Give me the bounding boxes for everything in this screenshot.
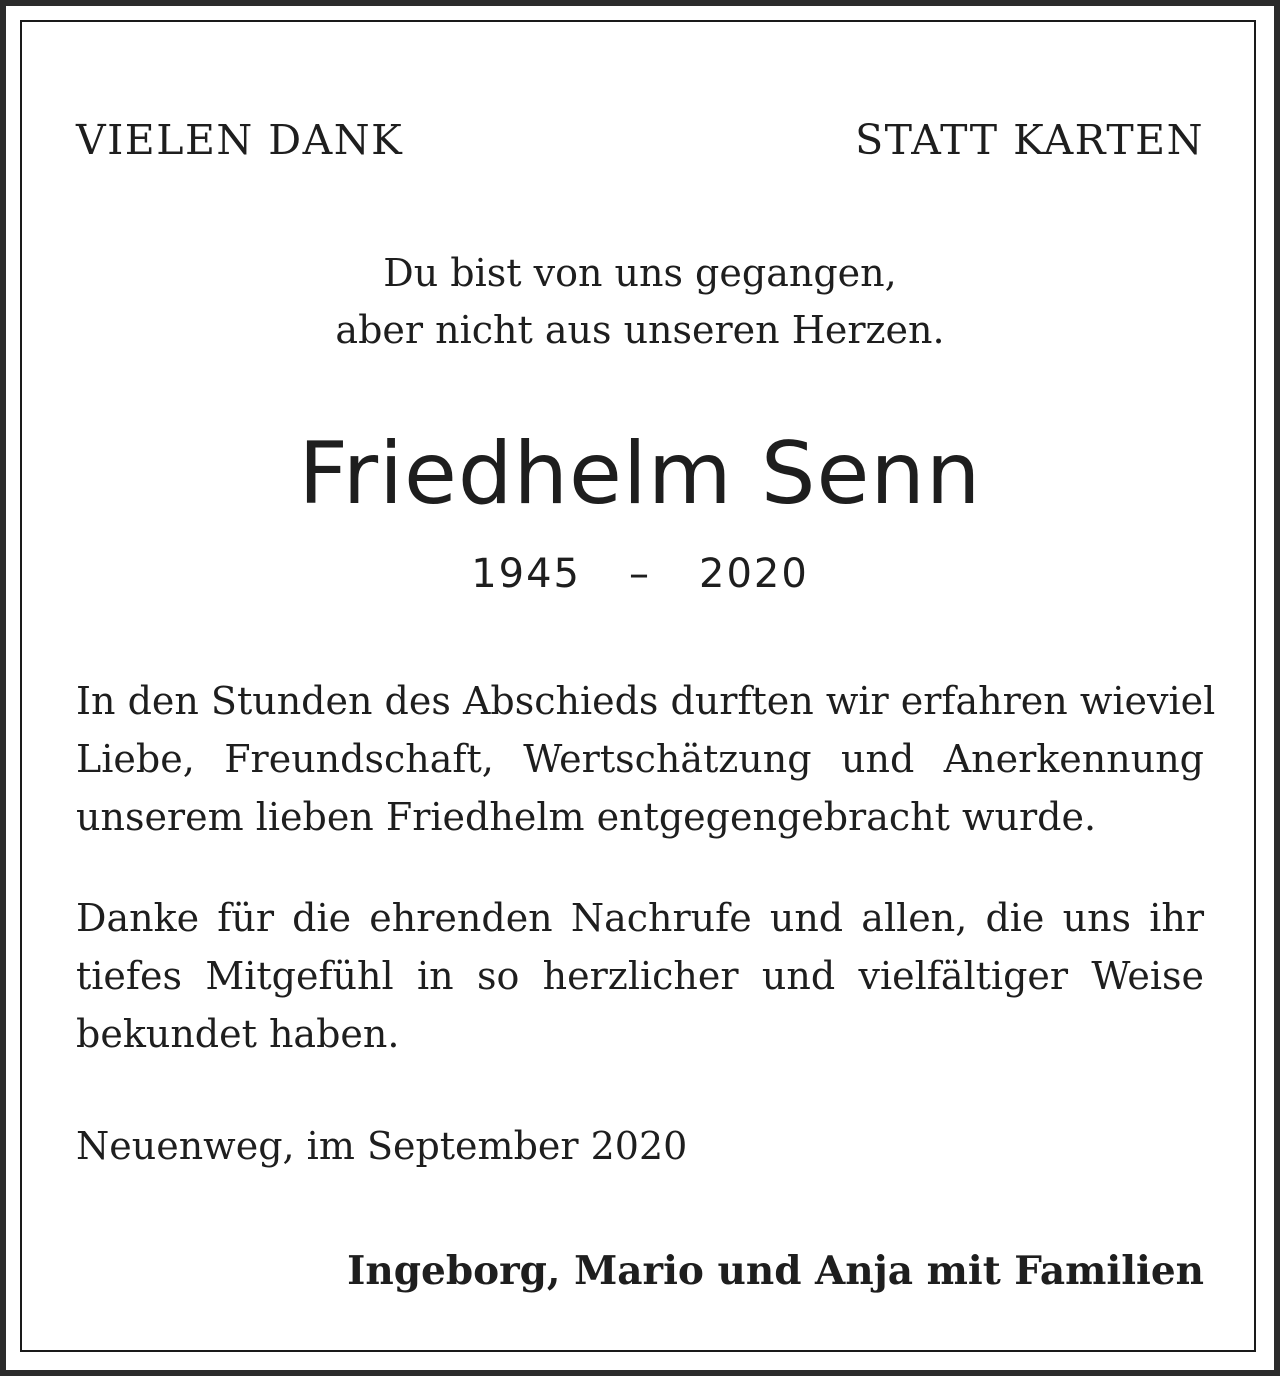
- thanks-paragraph-2: [76, 889, 1204, 1063]
- birth-year: 1945: [471, 551, 581, 597]
- paragraph-1-line-2: Liebe, Freundschaft, Wertschätzung und Anerkennung: [76, 737, 1204, 781]
- year-dash: –: [629, 551, 651, 597]
- paragraph-1-line-1: In den Stunden des Abschieds durften wir erfahren wieviel: [76, 679, 1216, 723]
- paragraph-2-line-3: bekundet haben.: [76, 1012, 400, 1056]
- life-years: [6, 551, 1274, 597]
- place-and-date: Neuenweg, im September 2020: [76, 1124, 688, 1168]
- paragraph-2-line-1: Danke für die ehrenden Nachrufe und allen, die uns ihr: [76, 896, 1204, 940]
- motto-line-1: Du bist von uns gegangen,: [383, 251, 897, 295]
- thanks-paragraph-1: [76, 672, 1216, 846]
- paragraph-2-line-2: tiefes Mitgefühl in so herzlicher und vielfältiger Weise: [76, 954, 1204, 998]
- obituary-notice: [6, 6, 1274, 1370]
- header-vielen-dank: VIELEN DANK: [76, 116, 404, 164]
- motto-line-2: aber nicht aus unseren Herzen.: [335, 308, 945, 352]
- header-statt-karten: STATT KARTEN: [855, 116, 1204, 164]
- paragraph-1-line-3: unserem lieben Friedhelm entgegengebracht wurde.: [76, 795, 1097, 839]
- death-year: 2020: [699, 551, 809, 597]
- signature: Ingeborg, Mario und Anja mit Familien: [347, 1248, 1204, 1294]
- deceased-name: Friedhelm Senn: [298, 424, 982, 524]
